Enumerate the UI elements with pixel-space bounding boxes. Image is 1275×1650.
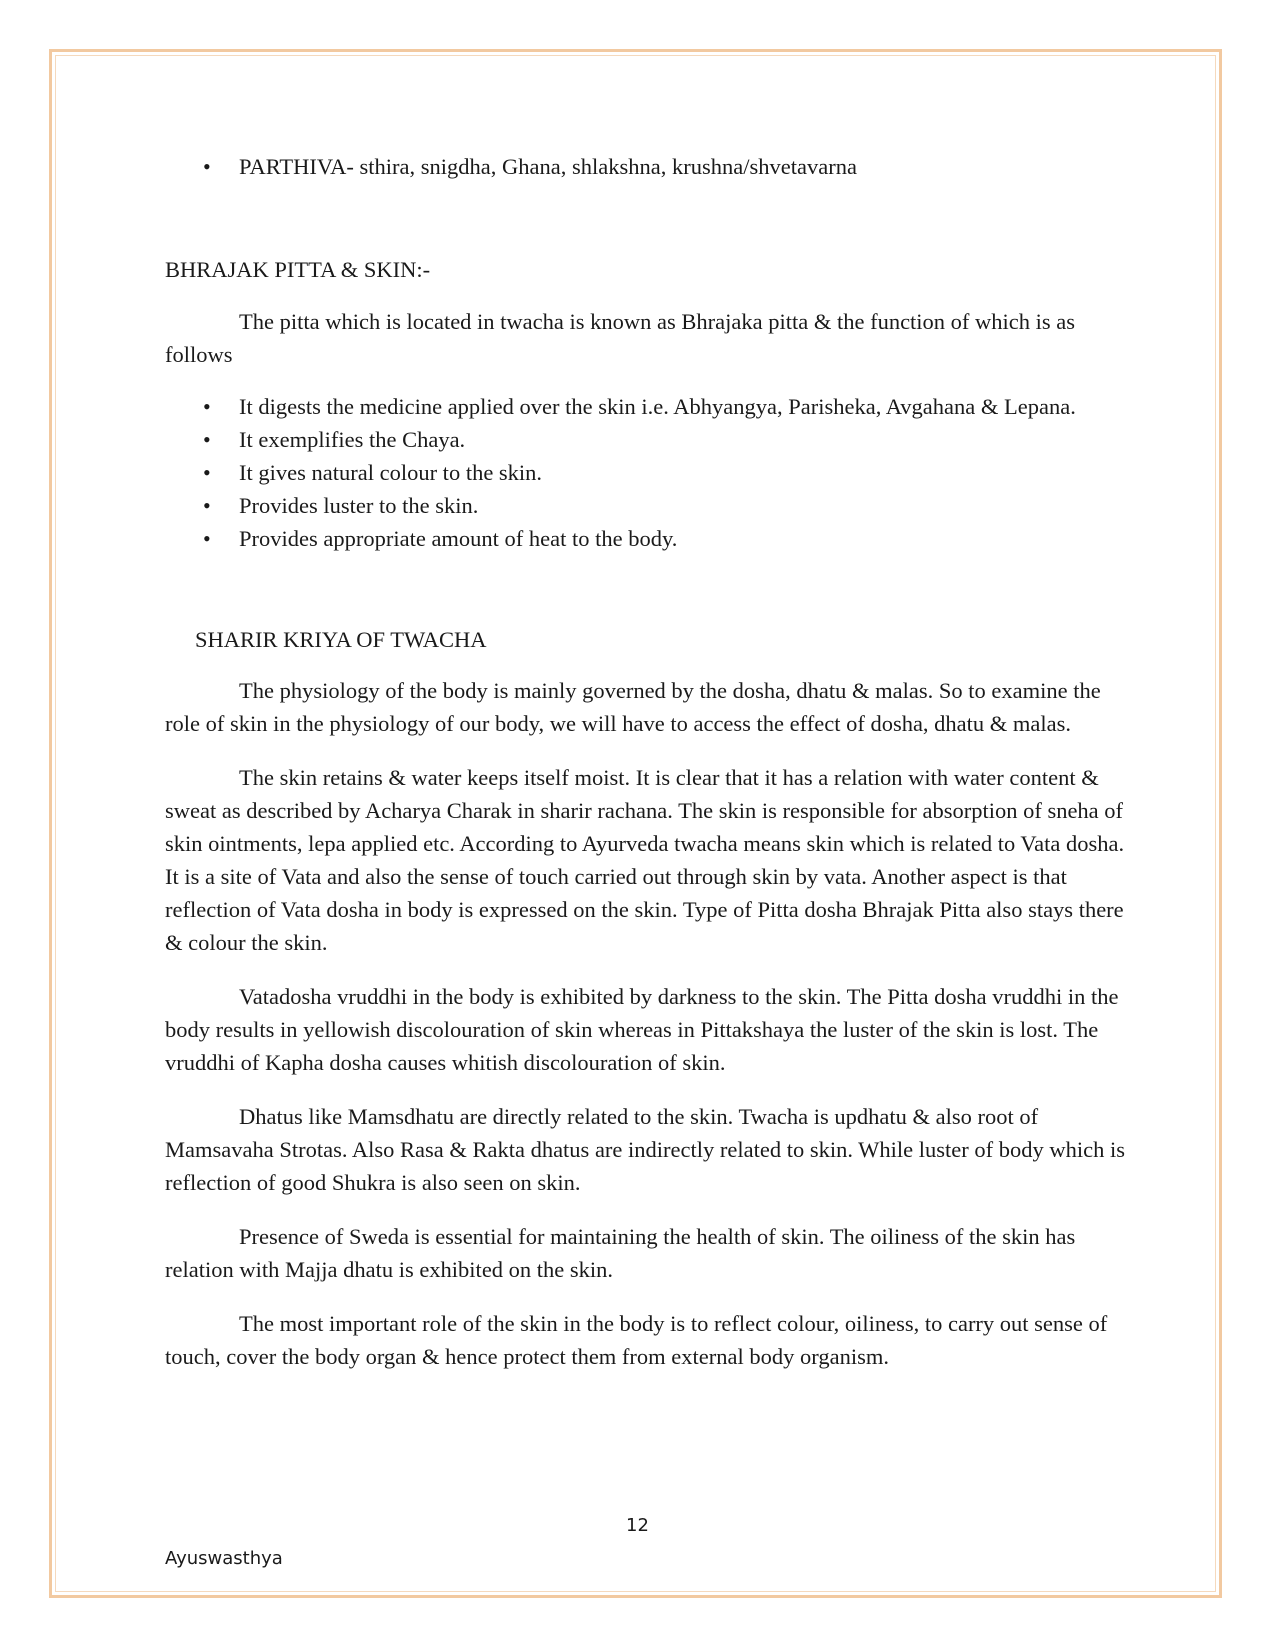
section-heading-sharir-kriya: SHARIR KRIYA OF TWACHA bbox=[195, 627, 487, 652]
list-item: • It gives natural colour to the skin. bbox=[165, 456, 1125, 489]
body-paragraph: Presence of Sweda is essential for maintaining the health of skin. The oiliness of the skin has relation with Majja dhatu is exhibited on the skin. bbox=[165, 1224, 1076, 1282]
page-content bbox=[165, 150, 1125, 1394]
section-heading-bhrajak: BHRAJAK PITTA & SKIN:- bbox=[165, 257, 431, 282]
list-item: • It digests the medicine applied over the skin i.e. Abhyangya, Parisheka, Avgahana & Lepana. bbox=[165, 390, 1125, 423]
body-paragraph: Dhatus like Mamsdhatu are directly related to the skin. Twacha is updhatu & also root of Mamsavaha Strotas. Also Rasa & Rakta dhatus are indirectly related to skin. While luster of body which is reflection of good Shukra is also seen on skin. bbox=[165, 1104, 1126, 1195]
list-item: • PARTHIVA- sthira, snigdha, Ghana, shlakshna, krushna/shvetavarna bbox=[165, 150, 1125, 183]
list-item: • It exemplifies the Chaya. bbox=[165, 423, 1125, 456]
body-paragraph: Vatadosha vruddhi in the body is exhibited by darkness to the skin. The Pitta dosha vruddhi in the body results in yellowish discolouration of skin whereas in Pittakshaya the luster of the skin is lost. The vruddhi of Kapha dosha causes whitish discolouration of skin. bbox=[165, 984, 1119, 1075]
page-number: 12 bbox=[626, 1515, 649, 1536]
top-bullet-list bbox=[165, 150, 1125, 183]
list-item: • Provides luster to the skin. bbox=[165, 489, 1125, 522]
body-paragraph: The physiology of the body is mainly governed by the dosha, dhatu & malas. So to examine the role of skin in the physiology of our body, we will have to access the effect of dosha, dhatu & malas. bbox=[165, 678, 1101, 736]
body-paragraph: The skin retains & water keeps itself moist. It is clear that it has a relation with water content & sweat as described by Acharya Charak in sharir rachana. The skin is responsible for absorption of sneha of skin ointments, lepa applied etc. According to Ayurveda twacha means skin which is related to Vata dosha. It is a site of Vata and also the sense of touch carried out through skin by vata. Another aspect is that reflection of Vata dosha in body is expressed on the skin. Type of Pitta dosha Bhrajak Pitta also stays there & colour the skin. bbox=[165, 765, 1125, 955]
footer-brand: Ayuswasthya bbox=[165, 1548, 283, 1569]
section-intro: The pitta which is located in twacha is known as Bhrajaka pitta & the function of which is as follows bbox=[165, 309, 1076, 367]
bhrajak-function-list bbox=[165, 390, 1125, 555]
list-item: • Provides appropriate amount of heat to the body. bbox=[165, 522, 1125, 555]
body-paragraph: The most important role of the skin in the body is to reflect colour, oiliness, to carry out sense of touch, cover the body organ & hence protect them from external body organism. bbox=[165, 1311, 1108, 1369]
